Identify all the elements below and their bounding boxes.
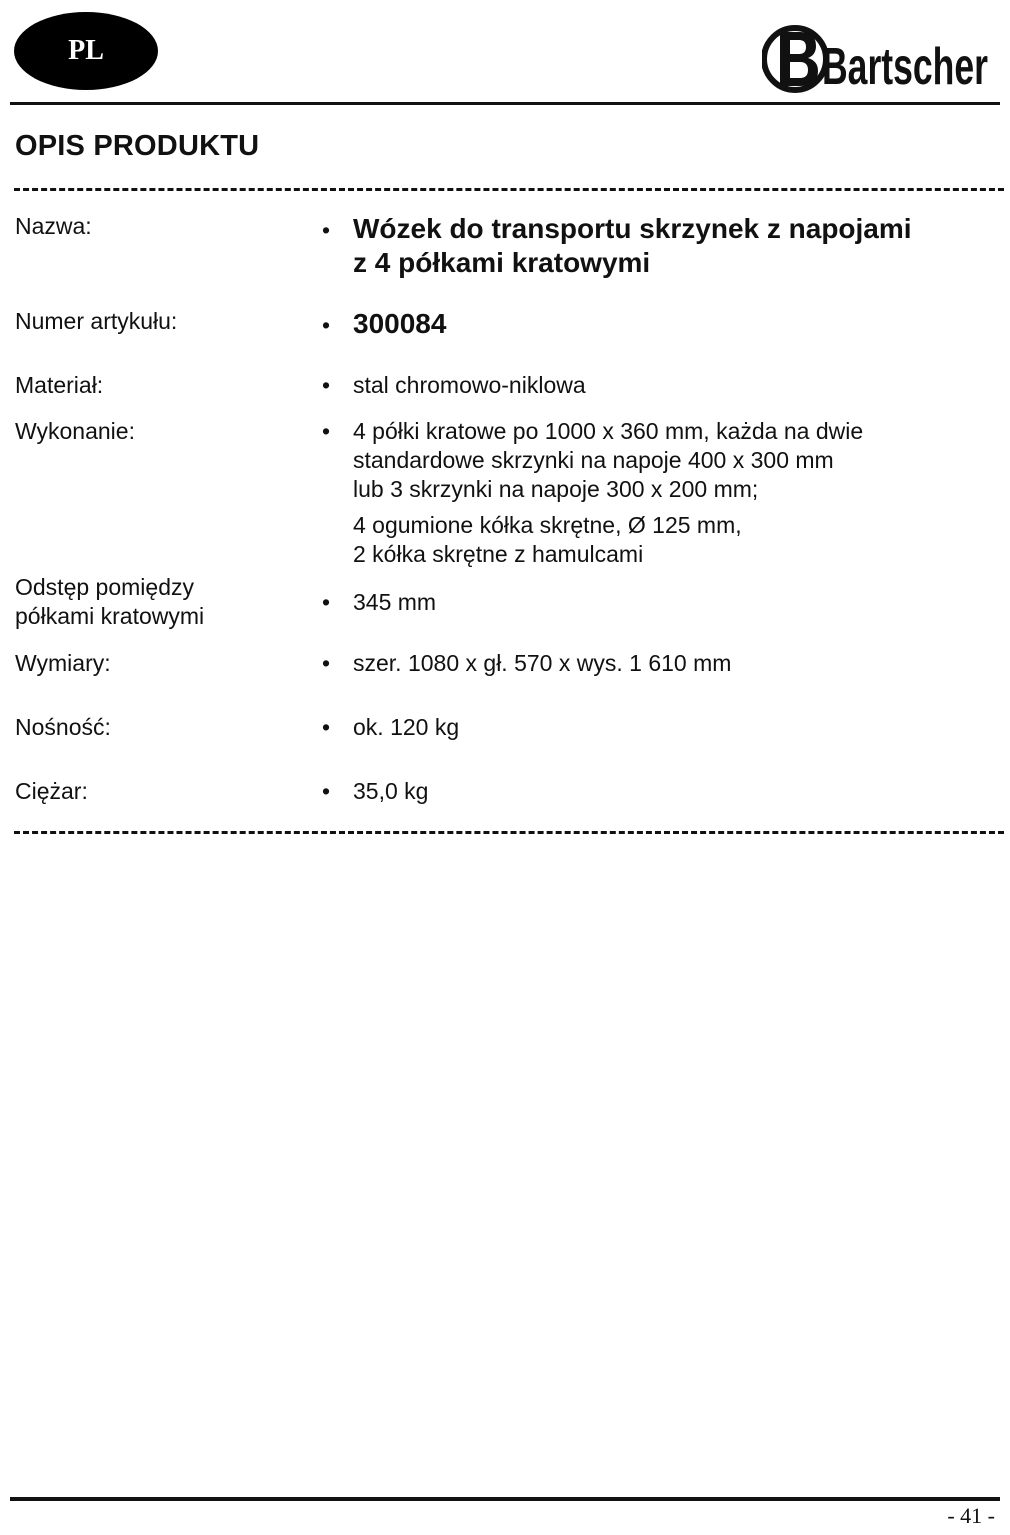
bullet: • bbox=[322, 714, 331, 740]
bullet: • bbox=[322, 589, 331, 615]
page-title: OPIS PRODUKTU bbox=[15, 130, 260, 162]
design-line: 4 półki kratowe po 1000 x 360 mm, każda na dwie bbox=[353, 418, 864, 444]
spec-label: Materiał: bbox=[15, 372, 104, 398]
design-line: lub 3 skrzynki na napoje 300 x 200 mm; bbox=[353, 476, 759, 502]
product-name bbox=[353, 212, 983, 280]
bullet: • bbox=[322, 778, 331, 804]
capacity-value: ok. 120 kg bbox=[353, 714, 460, 740]
spec-label-line: Odstęp pomiędzy bbox=[15, 574, 194, 600]
design-line: standardowe skrzynki na napoje 400 x 300 mm bbox=[353, 447, 834, 473]
product-name-line: z 4 półkami kratowymi bbox=[353, 247, 651, 278]
design-line: 2 kółka skrętne z hamulcami bbox=[353, 541, 644, 567]
footer-rule bbox=[10, 1497, 1000, 1501]
design-line: 4 ogumione kółka skrętne, Ø 125 mm, bbox=[353, 512, 742, 538]
brand-wordmark: Bartscher bbox=[822, 38, 988, 96]
spec-label: Wykonanie: bbox=[15, 418, 135, 444]
bullet: • bbox=[322, 372, 331, 398]
weight-value: 35,0 kg bbox=[353, 778, 429, 804]
language-code: PL bbox=[68, 35, 104, 66]
article-number: 300084 bbox=[353, 308, 447, 339]
design-value bbox=[353, 417, 983, 569]
spec-label-line: półkami kratowymi bbox=[15, 603, 205, 629]
spec-label: Numer artykułu: bbox=[15, 308, 178, 334]
spec-label bbox=[15, 573, 305, 631]
bottom-divider bbox=[14, 831, 1004, 834]
spec-label: Wymiary: bbox=[15, 650, 111, 676]
spec-label: Nazwa: bbox=[15, 213, 92, 239]
spec-label: Ciężar: bbox=[15, 778, 88, 804]
language-badge bbox=[14, 12, 158, 90]
bullet: • bbox=[322, 312, 331, 338]
page-number: - 41 - bbox=[947, 1503, 995, 1528]
dimensions-value: szer. 1080 x gł. 570 x wys. 1 610 mm bbox=[353, 650, 732, 676]
spacing-value: 345 mm bbox=[353, 589, 437, 615]
bullet: • bbox=[322, 418, 331, 444]
material-value: stal chromowo-niklowa bbox=[353, 372, 586, 398]
bullet: • bbox=[322, 650, 331, 676]
bartscher-logo bbox=[762, 22, 992, 96]
header-rule bbox=[10, 102, 1000, 105]
bullet: • bbox=[322, 217, 331, 243]
top-divider bbox=[14, 188, 1004, 191]
spec-label: Nośność: bbox=[15, 714, 111, 740]
product-name-line: Wózek do transportu skrzynek z napojami bbox=[353, 213, 912, 244]
